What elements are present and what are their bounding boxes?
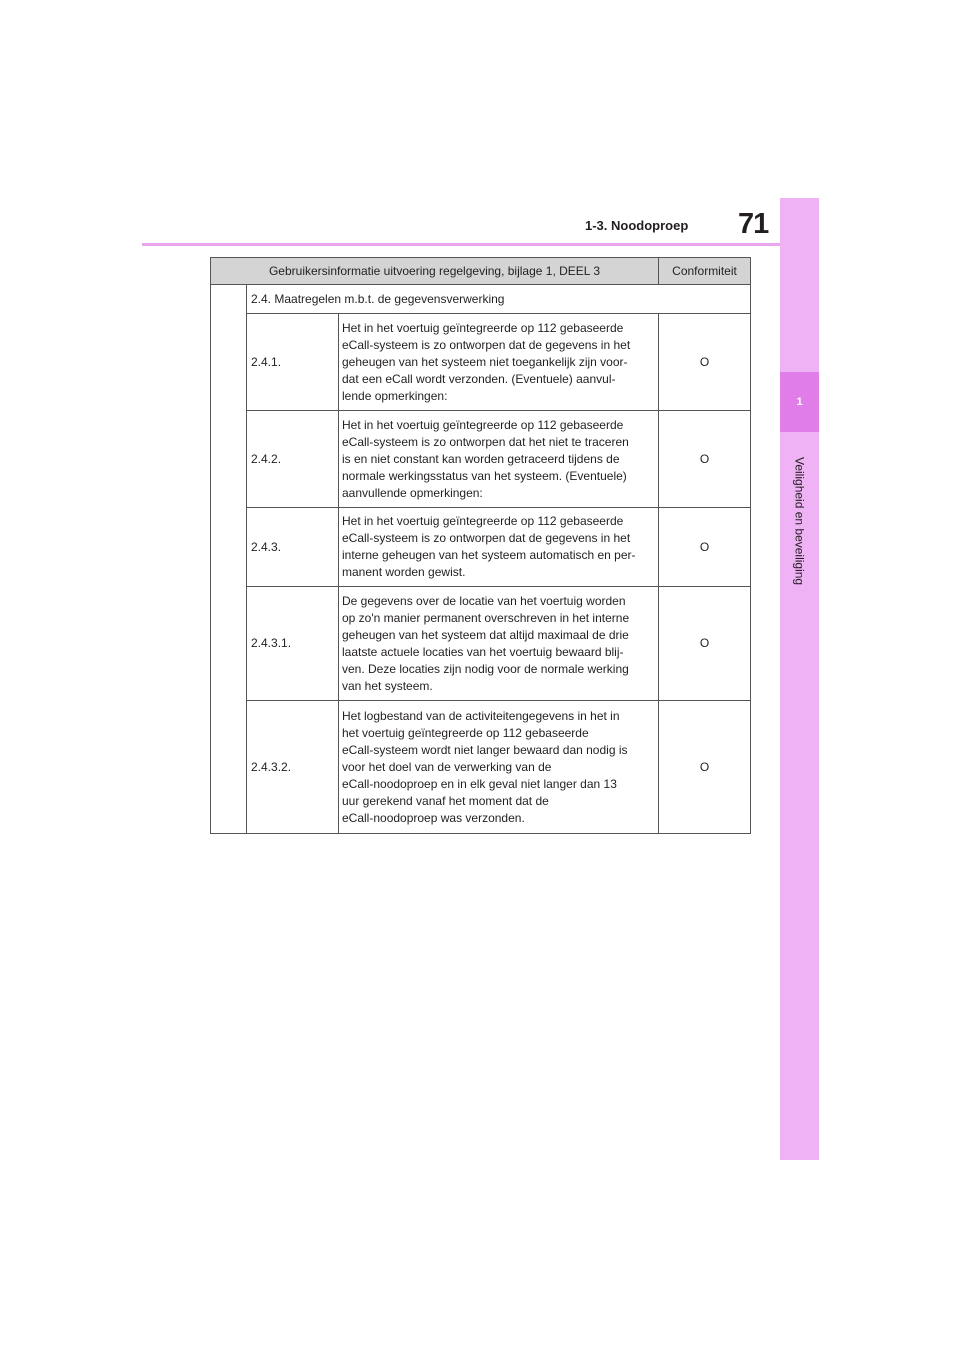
row-description <box>339 508 659 587</box>
description-line: lende opmerkingen: <box>342 388 448 403</box>
row-number: 2.4.3.2. <box>247 701 339 834</box>
description-line: Het in het voertuig geïntegreerde op 112 gebaseerde <box>342 320 624 335</box>
description-line: is en niet constant kan worden getraceerd tijdens de <box>342 451 620 466</box>
chapter-number: 1 <box>796 396 803 408</box>
description-line: geheugen van het systeem niet toegankelijk zijn voor- <box>342 354 628 369</box>
description-line: eCall-systeem wordt niet langer bewaard dan nodig is <box>342 742 628 757</box>
description-line: interne geheugen van het systeem automatisch en per- <box>342 548 636 562</box>
table-subheading-row <box>211 285 751 314</box>
description-line: uur gerekend vanaf het moment dat de <box>342 793 549 808</box>
description-line: geheugen van het systeem dat altijd maximaal de drie <box>342 627 629 642</box>
row-number: 2.4.3. <box>247 508 339 587</box>
description-line: dat een eCall wordt verzonden. (Eventuele) aanvul- <box>342 371 616 386</box>
row-number: 2.4.2. <box>247 411 339 508</box>
description-line: Het in het voertuig geïntegreerde op 112 gebaseerde <box>342 514 624 528</box>
description-line: eCall-noodoproep was verzonden. <box>342 810 525 825</box>
header-conformity: Conformiteit <box>659 258 751 285</box>
chapter-number-box <box>780 372 819 432</box>
description-line: aanvullende opmerkingen: <box>342 485 483 500</box>
row-description <box>339 587 659 701</box>
description-line: eCall-noodoproep en in elk geval niet langer dan 13 <box>342 776 617 791</box>
table-row <box>211 587 751 701</box>
indent-cell <box>211 285 247 834</box>
row-description <box>339 411 659 508</box>
section-title: 1-3. Noodoproep <box>585 218 689 233</box>
description-line: eCall-systeem is zo ontworpen dat de gegevens in het <box>342 531 631 545</box>
chapter-label: Veiligheid en beveiliging <box>792 456 807 586</box>
description-line: eCall-systeem is zo ontworpen dat het niet te traceren <box>342 434 629 449</box>
table-row <box>211 314 751 411</box>
row-conformity: O <box>659 587 751 701</box>
subheading: 2.4. Maatregelen m.b.t. de gegevensverwerking <box>247 285 751 314</box>
description-line: manent worden gewist. <box>342 565 466 579</box>
row-conformity: O <box>659 701 751 834</box>
row-conformity: O <box>659 314 751 411</box>
description-line: het voertuig geïntegreerde op 112 gebaseerde <box>342 725 589 740</box>
description-line: op zo'n manier permanent overschreven in het interne <box>342 610 630 625</box>
description-line: van het systeem. <box>342 678 433 693</box>
description-line: ven. Deze locaties zijn nodig voor de normale werking <box>342 661 629 676</box>
row-number: 2.4.1. <box>247 314 339 411</box>
description-line: voor het doel van de verwerking van de <box>342 759 552 774</box>
table-row <box>211 508 751 587</box>
description-line: De gegevens over de locatie van het voertuig worden <box>342 593 626 608</box>
header-divider <box>142 243 780 246</box>
description-line: eCall-systeem is zo ontworpen dat de gegevens in het <box>342 337 631 352</box>
description-line: normale werkingsstatus van het systeem. (Eventuele) <box>342 468 627 483</box>
row-conformity: O <box>659 508 751 587</box>
page-number: 71 <box>738 208 769 240</box>
header-main: Gebruikersinformatie uitvoering regelgeving, bijlage 1, DEEL 3 <box>211 258 659 285</box>
chapter-label-box <box>780 436 819 606</box>
description-line: laatste actuele locaties van het voertuig bewaard blij- <box>342 644 624 659</box>
table-row <box>211 411 751 508</box>
table-header-row <box>211 258 751 285</box>
row-description <box>339 701 659 834</box>
table-row <box>211 701 751 834</box>
description-line: Het in het voertuig geïntegreerde op 112 gebaseerde <box>342 417 624 432</box>
row-conformity: O <box>659 411 751 508</box>
regulation-table <box>210 257 751 834</box>
chapter-side-tab[interactable] <box>780 198 819 1160</box>
description-line: Het logbestand van de activiteitengegevens in het in <box>342 708 620 723</box>
row-number: 2.4.3.1. <box>247 587 339 701</box>
row-description <box>339 314 659 411</box>
